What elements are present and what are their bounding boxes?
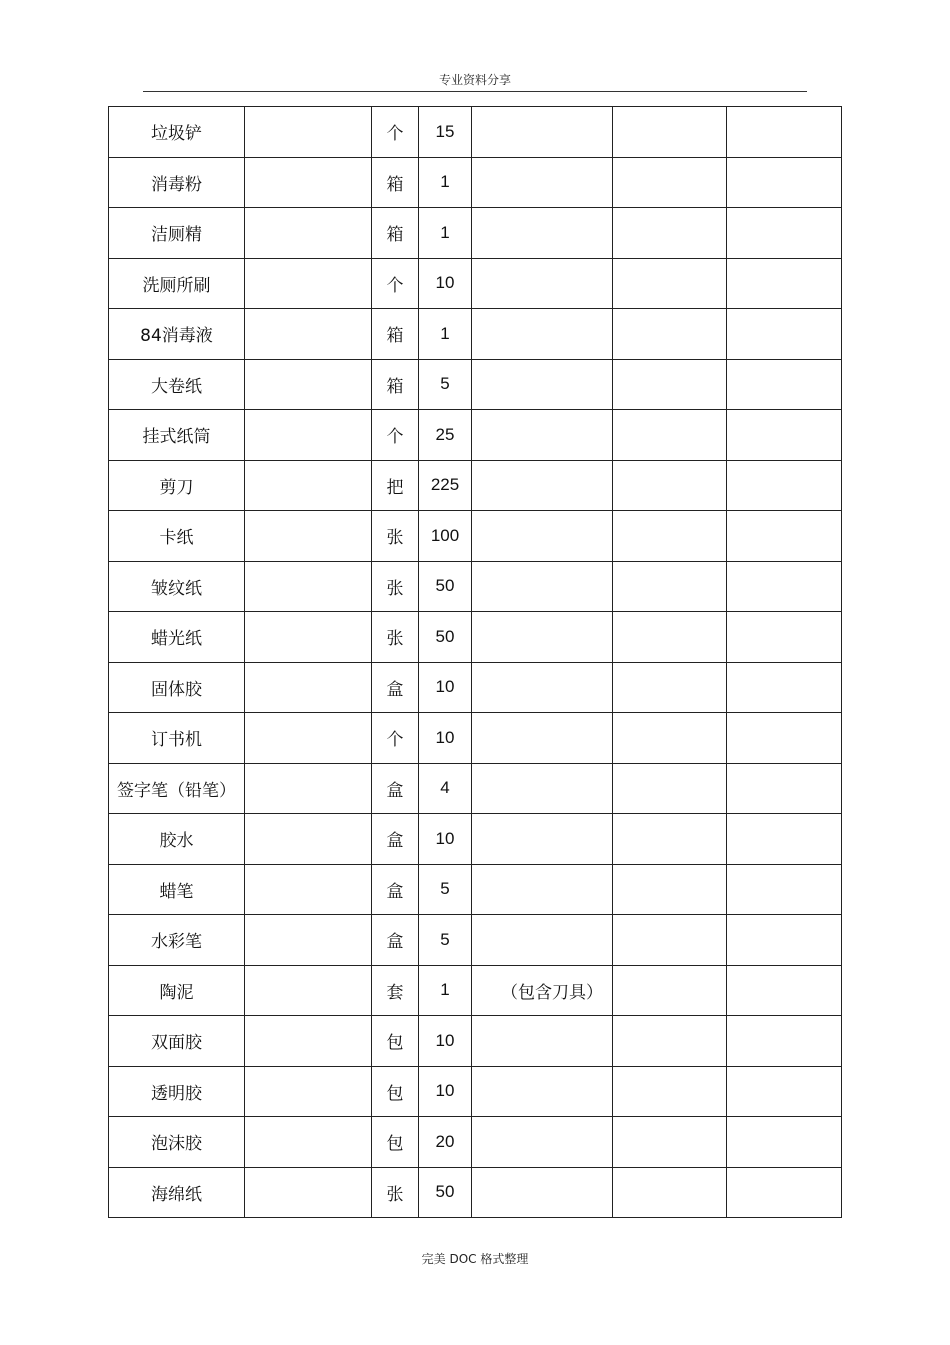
item-spec-cell	[245, 561, 372, 612]
item-extra-cell	[727, 864, 842, 915]
item-extra-cell	[613, 309, 727, 360]
item-extra-cell	[613, 1016, 727, 1067]
item-qty-cell: 50	[419, 1167, 472, 1218]
item-name-cell: 垃圾铲	[109, 107, 245, 158]
item-extra-cell	[613, 965, 727, 1016]
item-qty-cell: 100	[419, 511, 472, 562]
item-unit-cell: 张	[372, 561, 419, 612]
item-unit-cell: 盒	[372, 662, 419, 713]
item-name-cell: 洁厕精	[109, 208, 245, 259]
item-extra-cell	[727, 612, 842, 663]
item-name-cell: 消毒粉	[109, 157, 245, 208]
item-name-cell: 皱纹纸	[109, 561, 245, 612]
item-name-cell: 双面胶	[109, 1016, 245, 1067]
page-header: 专业资料分享	[438, 73, 511, 87]
item-spec-cell	[245, 1117, 372, 1168]
item-qty-cell: 50	[419, 612, 472, 663]
table-row	[109, 1117, 842, 1168]
item-name-cell: 固体胶	[109, 662, 245, 713]
item-note-cell	[472, 107, 613, 158]
item-spec-cell	[245, 1066, 372, 1117]
item-spec-cell	[245, 1016, 372, 1067]
item-extra-cell	[613, 410, 727, 461]
item-extra-cell	[613, 258, 727, 309]
item-unit-cell: 个	[372, 107, 419, 158]
table-row	[109, 561, 842, 612]
item-extra-cell	[727, 1167, 842, 1218]
item-note-cell	[472, 460, 613, 511]
item-extra-cell	[613, 460, 727, 511]
item-name-cell: 挂式纸筒	[109, 410, 245, 461]
item-qty-cell: 15	[419, 107, 472, 158]
item-name-cell: 洗厕所刷	[109, 258, 245, 309]
item-extra-cell	[613, 1066, 727, 1117]
item-qty-cell: 10	[419, 713, 472, 764]
item-qty-cell: 25	[419, 410, 472, 461]
item-spec-cell	[245, 410, 372, 461]
table-row	[109, 511, 842, 562]
item-spec-cell	[245, 612, 372, 663]
item-extra-cell	[727, 511, 842, 562]
item-qty-cell: 20	[419, 1117, 472, 1168]
item-unit-cell: 盒	[372, 814, 419, 865]
item-qty-cell: 4	[419, 763, 472, 814]
item-note-cell	[472, 208, 613, 259]
item-qty-cell: 1	[419, 157, 472, 208]
item-spec-cell	[245, 713, 372, 764]
item-unit-cell: 箱	[372, 359, 419, 410]
item-extra-cell	[613, 612, 727, 663]
table-row	[109, 359, 842, 410]
item-qty-cell: 1	[419, 309, 472, 360]
table-row	[109, 208, 842, 259]
item-note-cell	[472, 359, 613, 410]
item-unit-cell: 包	[372, 1066, 419, 1117]
item-name-cell: 海绵纸	[109, 1167, 245, 1218]
item-extra-cell	[727, 107, 842, 158]
item-extra-cell	[727, 561, 842, 612]
item-unit-cell: 个	[372, 410, 419, 461]
table-row	[109, 965, 842, 1016]
item-extra-cell	[613, 1117, 727, 1168]
item-spec-cell	[245, 1167, 372, 1218]
item-note-cell	[472, 662, 613, 713]
table-row	[109, 107, 842, 158]
table-row	[109, 410, 842, 461]
item-spec-cell	[245, 763, 372, 814]
item-unit-cell: 箱	[372, 208, 419, 259]
item-extra-cell	[613, 561, 727, 612]
table-row	[109, 1016, 842, 1067]
item-extra-cell	[613, 814, 727, 865]
item-unit-cell: 把	[372, 460, 419, 511]
table-row	[109, 713, 842, 764]
item-unit-cell: 张	[372, 612, 419, 663]
item-unit-cell: 包	[372, 1016, 419, 1067]
item-qty-cell: 10	[419, 1066, 472, 1117]
item-name-cell: 蜡笔	[109, 864, 245, 915]
item-extra-cell	[613, 915, 727, 966]
header-divider	[143, 91, 807, 92]
item-name-cell: 蜡光纸	[109, 612, 245, 663]
table-body	[109, 107, 842, 1218]
item-note-cell	[472, 1066, 613, 1117]
item-unit-cell: 个	[372, 713, 419, 764]
item-qty-cell: 10	[419, 662, 472, 713]
item-note-cell	[472, 814, 613, 865]
table-row	[109, 1066, 842, 1117]
item-note-cell	[472, 309, 613, 360]
item-unit-cell: 张	[372, 1167, 419, 1218]
item-extra-cell	[613, 864, 727, 915]
table-row	[109, 915, 842, 966]
item-spec-cell	[245, 208, 372, 259]
table-row	[109, 814, 842, 865]
item-extra-cell	[727, 157, 842, 208]
item-extra-cell	[727, 208, 842, 259]
item-name-cell: 陶泥	[109, 965, 245, 1016]
item-extra-cell	[727, 1117, 842, 1168]
item-unit-cell: 盒	[372, 763, 419, 814]
item-extra-cell	[727, 258, 842, 309]
item-extra-cell	[727, 915, 842, 966]
item-qty-cell: 5	[419, 359, 472, 410]
item-extra-cell	[727, 662, 842, 713]
item-note-cell	[472, 864, 613, 915]
supplies-table	[108, 106, 842, 1218]
item-note-cell	[472, 763, 613, 814]
table-row	[109, 662, 842, 713]
item-note-cell	[472, 561, 613, 612]
table-row	[109, 864, 842, 915]
table-row	[109, 763, 842, 814]
item-qty-cell: 5	[419, 864, 472, 915]
item-unit-cell: 箱	[372, 157, 419, 208]
item-spec-cell	[245, 965, 372, 1016]
item-name-cell: 大卷纸	[109, 359, 245, 410]
item-qty-cell: 1	[419, 208, 472, 259]
item-extra-cell	[727, 1066, 842, 1117]
item-extra-cell	[613, 662, 727, 713]
item-spec-cell	[245, 662, 372, 713]
item-note-cell	[472, 915, 613, 966]
item-name-cell: 水彩笔	[109, 915, 245, 966]
item-note-cell: （包含刀具）	[472, 965, 613, 1016]
item-note-cell	[472, 1016, 613, 1067]
item-name-cell: 胶水	[109, 814, 245, 865]
item-qty-cell: 10	[419, 1016, 472, 1067]
item-extra-cell	[727, 814, 842, 865]
item-name-cell: 84消毒液	[109, 309, 245, 360]
item-name-cell: 剪刀	[109, 460, 245, 511]
item-unit-cell: 盒	[372, 915, 419, 966]
item-qty-cell: 5	[419, 915, 472, 966]
item-extra-cell	[613, 763, 727, 814]
table-row	[109, 157, 842, 208]
item-note-cell	[472, 511, 613, 562]
item-name-cell: 卡纸	[109, 511, 245, 562]
item-spec-cell	[245, 511, 372, 562]
item-note-cell	[472, 713, 613, 764]
table-row	[109, 460, 842, 511]
item-unit-cell: 个	[372, 258, 419, 309]
item-extra-cell	[727, 763, 842, 814]
item-note-cell	[472, 1167, 613, 1218]
table-row	[109, 258, 842, 309]
table-row	[109, 612, 842, 663]
item-unit-cell: 张	[372, 511, 419, 562]
item-extra-cell	[727, 965, 842, 1016]
item-unit-cell: 包	[372, 1117, 419, 1168]
item-unit-cell: 箱	[372, 309, 419, 360]
item-spec-cell	[245, 460, 372, 511]
item-note-cell	[472, 612, 613, 663]
item-qty-cell: 10	[419, 258, 472, 309]
item-qty-cell: 1	[419, 965, 472, 1016]
item-extra-cell	[613, 157, 727, 208]
item-note-cell	[472, 410, 613, 461]
table-row	[109, 1167, 842, 1218]
item-extra-cell	[727, 309, 842, 360]
item-name-cell: 订书机	[109, 713, 245, 764]
item-qty-cell: 225	[419, 460, 472, 511]
item-spec-cell	[245, 359, 372, 410]
item-spec-cell	[245, 107, 372, 158]
item-spec-cell	[245, 157, 372, 208]
item-spec-cell	[245, 915, 372, 966]
item-extra-cell	[613, 713, 727, 764]
item-extra-cell	[727, 460, 842, 511]
page-footer: 完美 DOC 格式整理	[421, 1252, 529, 1266]
item-spec-cell	[245, 864, 372, 915]
item-spec-cell	[245, 814, 372, 865]
item-qty-cell: 50	[419, 561, 472, 612]
item-name-cell: 透明胶	[109, 1066, 245, 1117]
item-name-cell: 泡沫胶	[109, 1117, 245, 1168]
item-note-cell	[472, 258, 613, 309]
item-extra-cell	[613, 208, 727, 259]
item-spec-cell	[245, 258, 372, 309]
item-name-cell: 签字笔（铅笔）	[109, 763, 245, 814]
item-extra-cell	[613, 1167, 727, 1218]
item-note-cell	[472, 1117, 613, 1168]
item-extra-cell	[613, 511, 727, 562]
item-unit-cell: 盒	[372, 864, 419, 915]
item-extra-cell	[613, 359, 727, 410]
item-extra-cell	[727, 359, 842, 410]
table-row	[109, 309, 842, 360]
item-extra-cell	[613, 107, 727, 158]
item-extra-cell	[727, 410, 842, 461]
item-note-cell	[472, 157, 613, 208]
item-unit-cell: 套	[372, 965, 419, 1016]
item-extra-cell	[727, 1016, 842, 1067]
item-qty-cell: 10	[419, 814, 472, 865]
item-extra-cell	[727, 713, 842, 764]
item-spec-cell	[245, 309, 372, 360]
